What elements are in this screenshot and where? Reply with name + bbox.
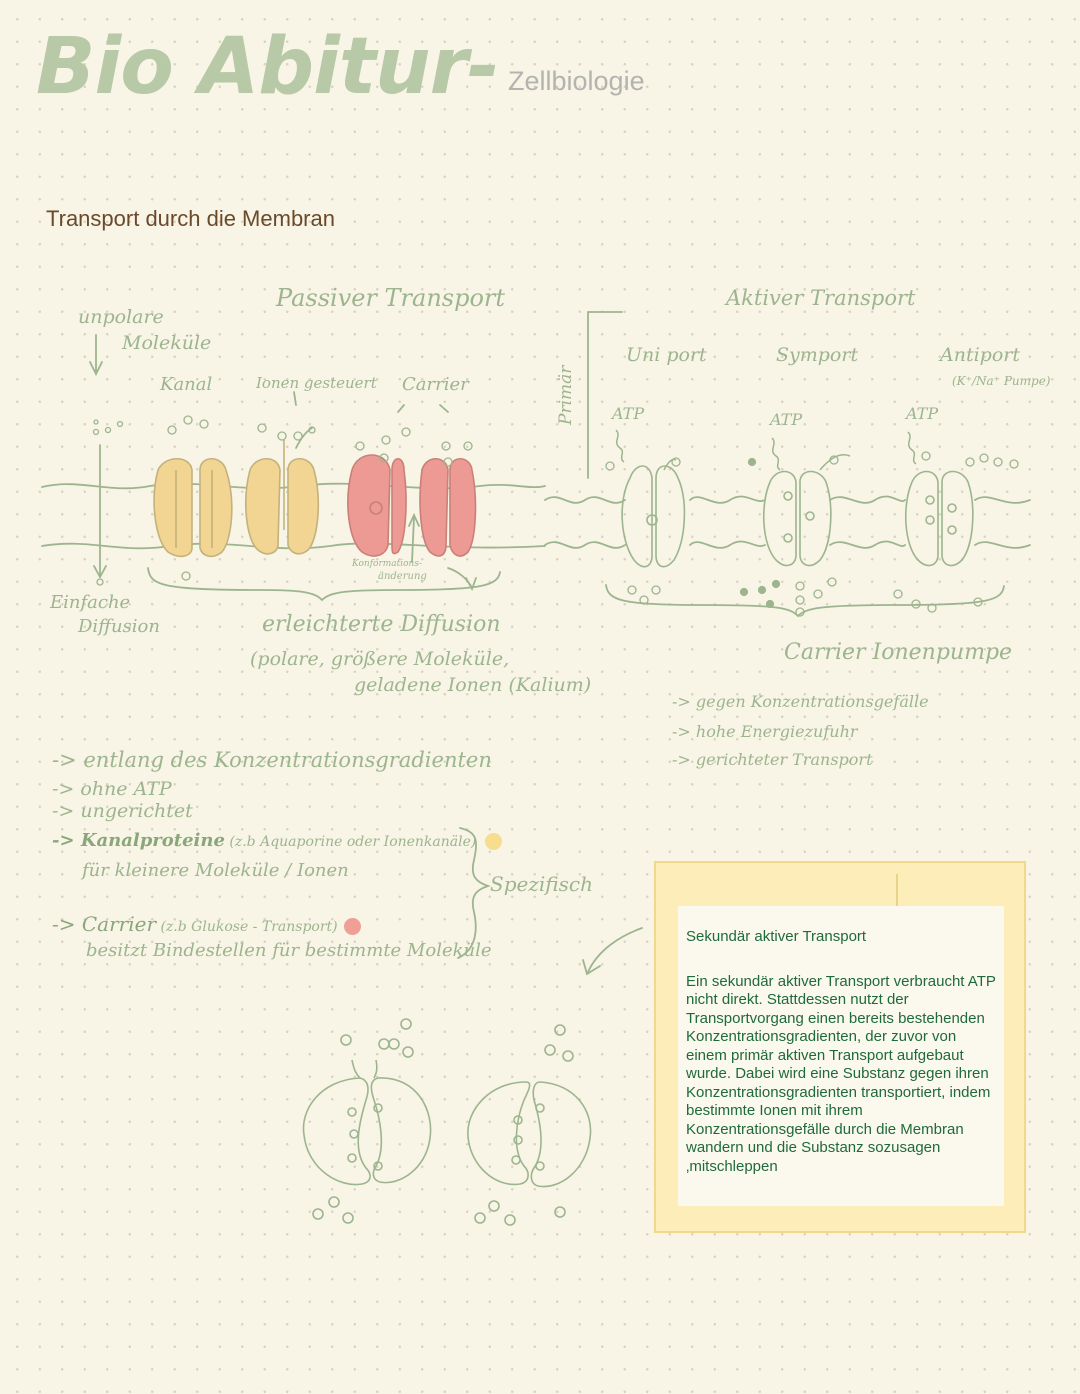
- kanal-label: Kanal: [160, 374, 213, 395]
- primaer-label: Primär: [556, 365, 576, 425]
- antiport-label: Antiport: [940, 344, 1020, 366]
- erleichterte-note-2: geladene Ionen (Kalium): [354, 674, 592, 696]
- carrier-note: [52, 912, 361, 936]
- yellow-dot-icon: [485, 833, 502, 850]
- diffusion-label: Diffusion: [78, 616, 160, 637]
- passive-note-2: -> ohne ATP: [52, 778, 172, 800]
- atp-label-antiport: ATP: [906, 404, 939, 423]
- active-note-2: -> hohe Energiezufuhr: [672, 722, 858, 741]
- ionen-gesteuert-label: Ionen gesteuert: [256, 374, 377, 392]
- active-note-1: -> gegen Konzentrationsgefälle: [672, 692, 929, 711]
- uniport-label: Uni port: [626, 344, 707, 366]
- erleichterte-note-1: (polare, größere Moleküle,: [250, 648, 510, 670]
- passive-note-1: -> entlang des Konzentrationsgradienten: [52, 748, 492, 772]
- molekuele-label: Moleküle: [122, 332, 212, 354]
- uniport-protein-icon: [622, 466, 684, 567]
- passive-note-3: -> ungerichtet: [52, 800, 193, 822]
- sticky-note-tab: [896, 874, 898, 906]
- active-heading: Aktiver Transport: [726, 286, 916, 310]
- carrier-note-detail: (z.b Glukose - Transport): [160, 919, 338, 935]
- page-subtitle: Zellbiologie: [508, 66, 645, 96]
- sticky-note-card: [678, 906, 1004, 1206]
- aenderung-label: änderung: [378, 571, 427, 582]
- active-brace: [606, 585, 1004, 616]
- kanal-protein-icon: [154, 459, 232, 557]
- kanal-note-line2: für kleinere Moleküle / Ionen: [82, 860, 349, 881]
- red-dot-icon: [344, 918, 361, 935]
- ionen-gesteuert-protein-icon: [246, 440, 318, 554]
- passive-heading: Passiver Transport: [276, 284, 506, 312]
- note-title: Sekundär aktiver Transport: [686, 928, 867, 945]
- note-arrow: [583, 928, 642, 974]
- spezifisch-label: Spezifisch: [490, 872, 593, 896]
- note-body: Ein sekundär aktiver Transport verbraucht ATP nicht direkt. Stattdessen nutzt der Transportvorgang einen bereits bestehenden Konzentrationsgradienten, der zuvor von einem primär aktiven Transport aufgebaut wurde. Dabei wird eine Substanz gegen ihren Konzentrationsgradienten transportiert, indem bestimmte Ionen mit ihrem Konzentrationsgefälle durch die Membran wandern und die Substanz sozusagen ‚mitschleppen: [686, 972, 996, 1175]
- unpolar-label: unpolare: [78, 306, 164, 328]
- section-heading: Transport durch die Membran: [46, 206, 335, 231]
- erleichterte-label: erleichterte Diffusion: [262, 612, 501, 637]
- carrier-note-line2: besitzt Bindestellen für bestimmte Moleküle: [86, 940, 492, 961]
- diffusion-arrow: [94, 445, 106, 577]
- page-title: Bio Abitur-: [36, 22, 499, 112]
- passive-brace: [148, 568, 500, 600]
- konformation-arrow: [409, 515, 419, 562]
- symport-label: Symport: [776, 344, 859, 366]
- kanal-note-detail: (z.b Aquaporine oder Ionenkanäle): [229, 834, 477, 850]
- carrier-pumpe-label: Carrier Ionenpumpe: [784, 640, 1013, 665]
- kanal-note: [52, 830, 502, 851]
- antiport-protein-icon: [906, 472, 973, 566]
- antiport-note: (K⁺/Na⁺ Pumpe): [952, 374, 1051, 388]
- konformation-label: Konformations-: [352, 559, 423, 569]
- atp-label-symport: ATP: [770, 410, 803, 429]
- carrier-note-label: -> Carrier: [52, 912, 157, 936]
- carrier-protein-icon: [348, 455, 476, 556]
- carrier-label: Carrier: [402, 374, 469, 395]
- secondary-transport-drawing: [303, 1019, 590, 1225]
- symport-protein-icon: [764, 472, 831, 566]
- primaer-bracket: [588, 312, 622, 478]
- active-note-3: -> gerichteter Transport: [672, 750, 873, 769]
- einfache-label: Einfache: [50, 592, 131, 613]
- kanal-note-label: -> Kanalproteine: [52, 830, 225, 851]
- unpolar-arrow: [90, 335, 102, 374]
- atp-label-uniport: ATP: [612, 404, 645, 423]
